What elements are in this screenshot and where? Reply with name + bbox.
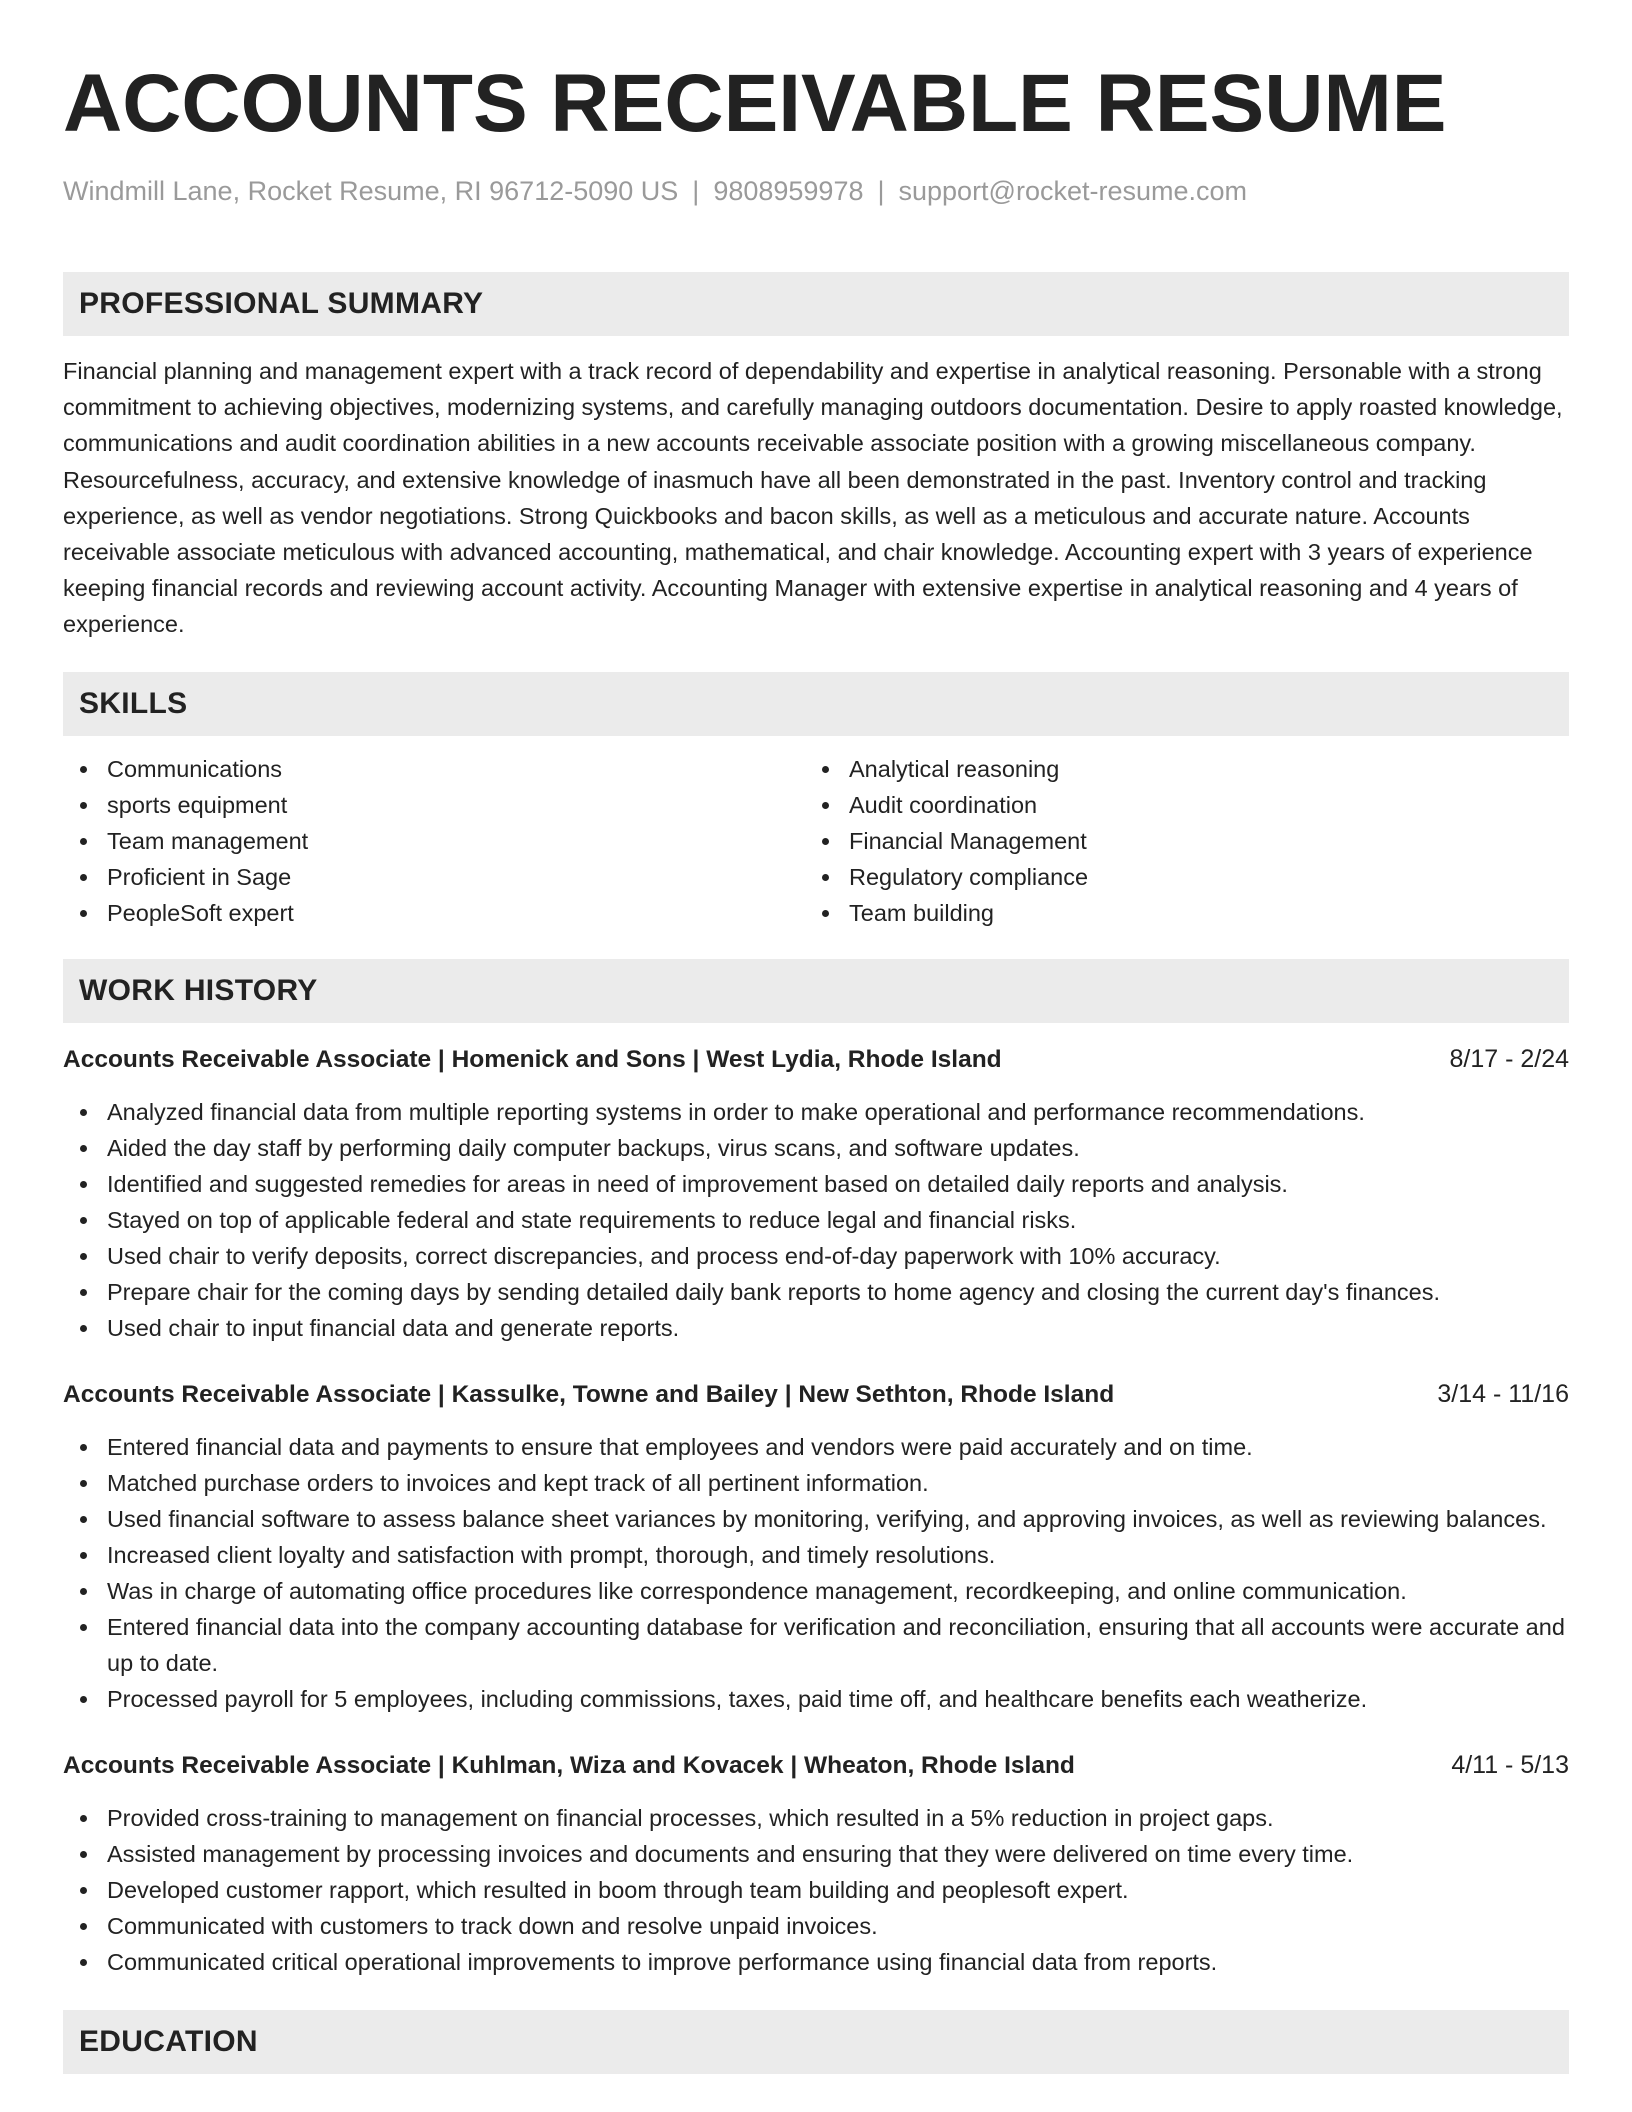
skill-item: Communications — [63, 751, 805, 787]
job-dates: 3/14 - 11/16 — [1437, 1379, 1569, 1408]
skills-column-left — [63, 751, 805, 931]
section-header-work-history: WORK HISTORY — [63, 959, 1569, 1023]
contact-line — [63, 174, 1569, 208]
job-bullet: Used chair to input financial data and generate reports. — [63, 1310, 1569, 1346]
job-bullets — [63, 1800, 1569, 1980]
job-bullet: Used chair to verify deposits, correct discrepancies, and process end-of-day paperwork with 10% accuracy. — [63, 1238, 1569, 1274]
job-bullet: Aided the day staff by performing daily computer backups, virus scans, and software updates. — [63, 1130, 1569, 1166]
resume-title: ACCOUNTS RECEIVABLE RESUME — [63, 58, 1447, 149]
contact-phone: 9808959978 — [713, 176, 864, 206]
job-bullet: Entered financial data and payments to ensure that employees and vendors were paid accurately and on time. — [63, 1429, 1569, 1465]
skill-item: Proficient in Sage — [63, 859, 805, 895]
skills-column-right — [805, 751, 1547, 931]
skill-item: Audit coordination — [805, 787, 1547, 823]
contact-separator: | — [877, 176, 885, 206]
contact-separator: | — [692, 176, 700, 206]
job-bullet: Was in charge of automating office procedures like correspondence management, recordkeeping, and online communication. — [63, 1573, 1569, 1609]
job-bullets — [63, 1429, 1569, 1717]
skills-grid — [63, 751, 1569, 931]
section-header-education: EDUCATION — [63, 2010, 1569, 2074]
skill-item: PeopleSoft expert — [63, 895, 805, 931]
job-bullet: Prepare chair for the coming days by sending detailed daily bank reports to home agency and closing the current day's finances. — [63, 1274, 1569, 1310]
job-title: Accounts Receivable Associate | Kuhlman, Wiza and Kovacek | Wheaton, Rhode Island — [63, 1751, 1075, 1779]
job-entry — [63, 1041, 1569, 1346]
job-bullet: Communicated with customers to track down and resolve unpaid invoices. — [63, 1908, 1569, 1944]
skill-item: Team building — [805, 895, 1547, 931]
section-header-summary: PROFESSIONAL SUMMARY — [63, 272, 1569, 336]
job-bullet: Assisted management by processing invoices and documents and ensuring that they were delivered on time every time. — [63, 1836, 1569, 1872]
job-bullet: Analyzed financial data from multiple reporting systems in order to make operational and performance recommendations. — [63, 1094, 1569, 1130]
skill-item: Analytical reasoning — [805, 751, 1547, 787]
job-bullets — [63, 1094, 1569, 1346]
job-bullet: Communicated critical operational improvements to improve performance using financial data from reports. — [63, 1944, 1569, 1980]
job-header — [63, 1041, 1569, 1078]
job-bullet: Stayed on top of applicable federal and state requirements to reduce legal and financial risks. — [63, 1202, 1569, 1238]
skill-item: Regulatory compliance — [805, 859, 1547, 895]
job-title: Accounts Receivable Associate | Kassulke, Towne and Bailey | New Sethton, Rhode Island — [63, 1380, 1115, 1408]
skill-item: sports equipment — [63, 787, 805, 823]
job-bullet: Processed payroll for 5 employees, including commissions, taxes, paid time off, and healthcare benefits each weatherize. — [63, 1681, 1569, 1717]
job-header — [63, 1747, 1569, 1784]
contact-address: Windmill Lane, Rocket Resume, RI 96712-5090 US — [63, 176, 679, 206]
job-bullet: Increased client loyalty and satisfaction with prompt, thorough, and timely resolutions. — [63, 1537, 1569, 1573]
job-dates: 8/17 - 2/24 — [1449, 1044, 1569, 1073]
job-entry — [63, 1747, 1569, 1980]
job-title: Accounts Receivable Associate | Homenick and Sons | West Lydia, Rhode Island — [63, 1045, 1002, 1073]
job-bullet: Provided cross-training to management on financial processes, which resulted in a 5% reduction in project gaps. — [63, 1800, 1569, 1836]
summary-text: Financial planning and management expert with a track record of dependability and expertise in analytical reasoning. Personable with a strong commitment to achieving objectives, modernizing systems, and carefully managing outdoors documentation. Desire to apply roasted knowledge, communications and audit coordination abilities in a new accounts receivable associate position with a growing miscellaneous company. Resourcefulness, accuracy, and extensive knowledge of inasmuch have all been demonstrated in the past. Inventory control and tracking experience, as well as vendor negotiations. Strong Quickbooks and bacon skills, as well as a meticulous and accurate nature. Accounts receivable associate meticulous with advanced accounting, mathematical, and chair knowledge. Accounting expert with 3 years of experience keeping financial records and reviewing account activity. Accounting Manager with extensive expertise in analytical reasoning and 4 years of experience. — [63, 358, 1563, 638]
skill-item: Team management — [63, 823, 805, 859]
job-dates: 4/11 - 5/13 — [1451, 1750, 1569, 1779]
job-bullet: Used financial software to assess balance sheet variances by monitoring, verifying, and approving invoices, as well as reviewing balances. — [63, 1501, 1569, 1537]
job-entry — [63, 1376, 1569, 1717]
skill-item: Financial Management — [805, 823, 1547, 859]
job-header — [63, 1376, 1569, 1413]
job-bullet: Identified and suggested remedies for areas in need of improvement based on detailed daily reports and analysis. — [63, 1166, 1569, 1202]
section-header-skills: SKILLS — [63, 672, 1569, 736]
contact-email: support@rocket-resume.com — [898, 176, 1248, 206]
job-bullet: Entered financial data into the company accounting database for verification and reconciliation, ensuring that all accounts were accurate and up to date. — [63, 1609, 1569, 1681]
job-bullet: Matched purchase orders to invoices and kept track of all pertinent information. — [63, 1465, 1569, 1501]
job-bullet: Developed customer rapport, which resulted in boom through team building and peoplesoft expert. — [63, 1872, 1569, 1908]
